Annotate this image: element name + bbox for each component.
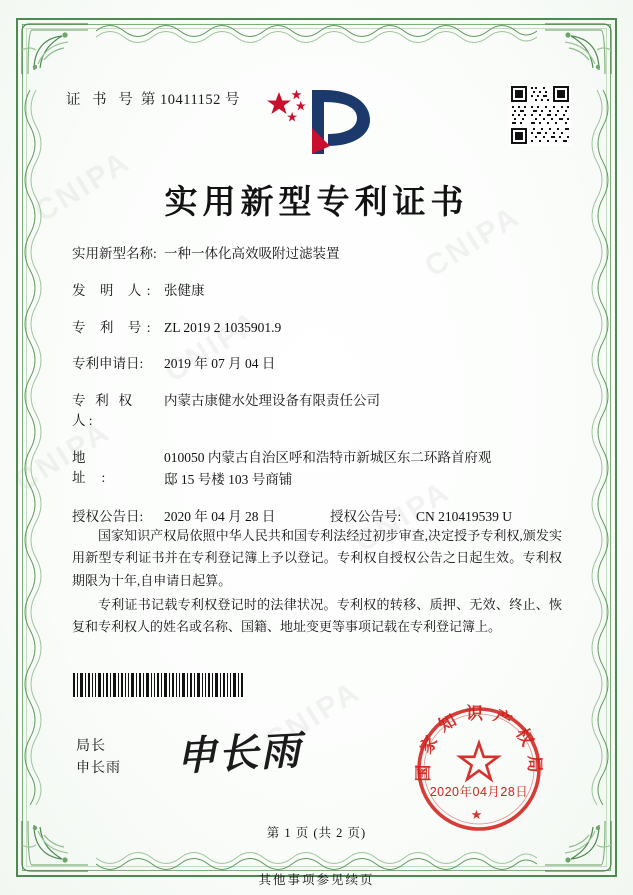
handwritten-signature: 申长雨	[175, 727, 304, 780]
commissioner-title-line1: 局长	[76, 739, 106, 754]
legal-paragraph: 专利证书记载专利权登记时的法律状况。专利权的转移、质押、无效、终止、恢复和专利权人的姓名或名称、国籍、地址变更等事项记载在专利登记簿上。	[72, 597, 562, 635]
field-label: 专利申请日:	[72, 356, 144, 372]
footer-note: 其他事项参见续页	[258, 873, 375, 887]
field-label: 地 址:	[72, 450, 122, 486]
field-inventor	[72, 281, 564, 301]
svg-text:国家知识产权局: 国家知识产权局	[413, 704, 545, 782]
field-label: 实用新型名称:	[72, 246, 157, 261]
field-address	[72, 448, 564, 491]
field-value-line2: 邸 15 号楼 103 号商铺	[164, 472, 293, 488]
field-label: 授权公告号:	[330, 509, 402, 524]
field-application-date	[72, 354, 564, 374]
legal-paragraph: 国家知识产权局依照中华人民共和国专利法经过初步审查,决定授予专利权,颁发实用新型专利证书并在专利登记簿上予以登记。专利权自授权公告之日起生效。专利权期限为十年,自申请日起算。	[72, 528, 562, 588]
field-label: 发 明 人:	[72, 282, 157, 298]
qr-code-icon	[509, 84, 571, 146]
field-utility-model-name	[72, 244, 564, 264]
field-label: 专 利 号:	[72, 319, 157, 335]
field-patentee	[72, 391, 564, 432]
field-value: 内蒙古康健水处理设备有限责任公司	[164, 393, 380, 408]
commissioner-name: 申长雨	[76, 760, 121, 776]
field-value: 一种一体化高效吸附过滤装置	[164, 246, 340, 261]
field-patent-number	[72, 318, 564, 338]
seal-date: 2020年04月28日	[429, 785, 529, 799]
certificate-number-value: 第 10411152 号	[140, 92, 241, 108]
legal-text	[72, 525, 562, 641]
page-title: 实用新型专利证书	[164, 185, 469, 221]
field-value	[164, 448, 564, 491]
field-value: ZL 2019 2 1035901.9	[164, 319, 282, 335]
field-value: CN 210419539 U	[416, 509, 513, 524]
field-label: 专 利 权 人:	[72, 393, 136, 429]
svg-text:★: ★	[470, 807, 488, 822]
field-value: 2019 年 07 月 04 日	[164, 356, 276, 372]
barcode	[73, 673, 245, 697]
cnipa-logo-icon	[258, 84, 376, 158]
field-label: 授权公告日:	[72, 509, 144, 524]
field-value: 张健康	[164, 282, 205, 298]
field-value: 2020 年 04 月 28 日	[164, 509, 276, 524]
field-value-line1: 010050 内蒙古自治区呼和浩特市新城区东二环路首府观	[164, 450, 492, 465]
page-number: 第 1 页 (共 2 页)	[266, 826, 367, 840]
field-list	[72, 244, 564, 537]
commissioner-title	[76, 736, 121, 779]
certificate-number	[66, 88, 240, 109]
certificate-number-label: 证 书 号	[66, 92, 137, 108]
